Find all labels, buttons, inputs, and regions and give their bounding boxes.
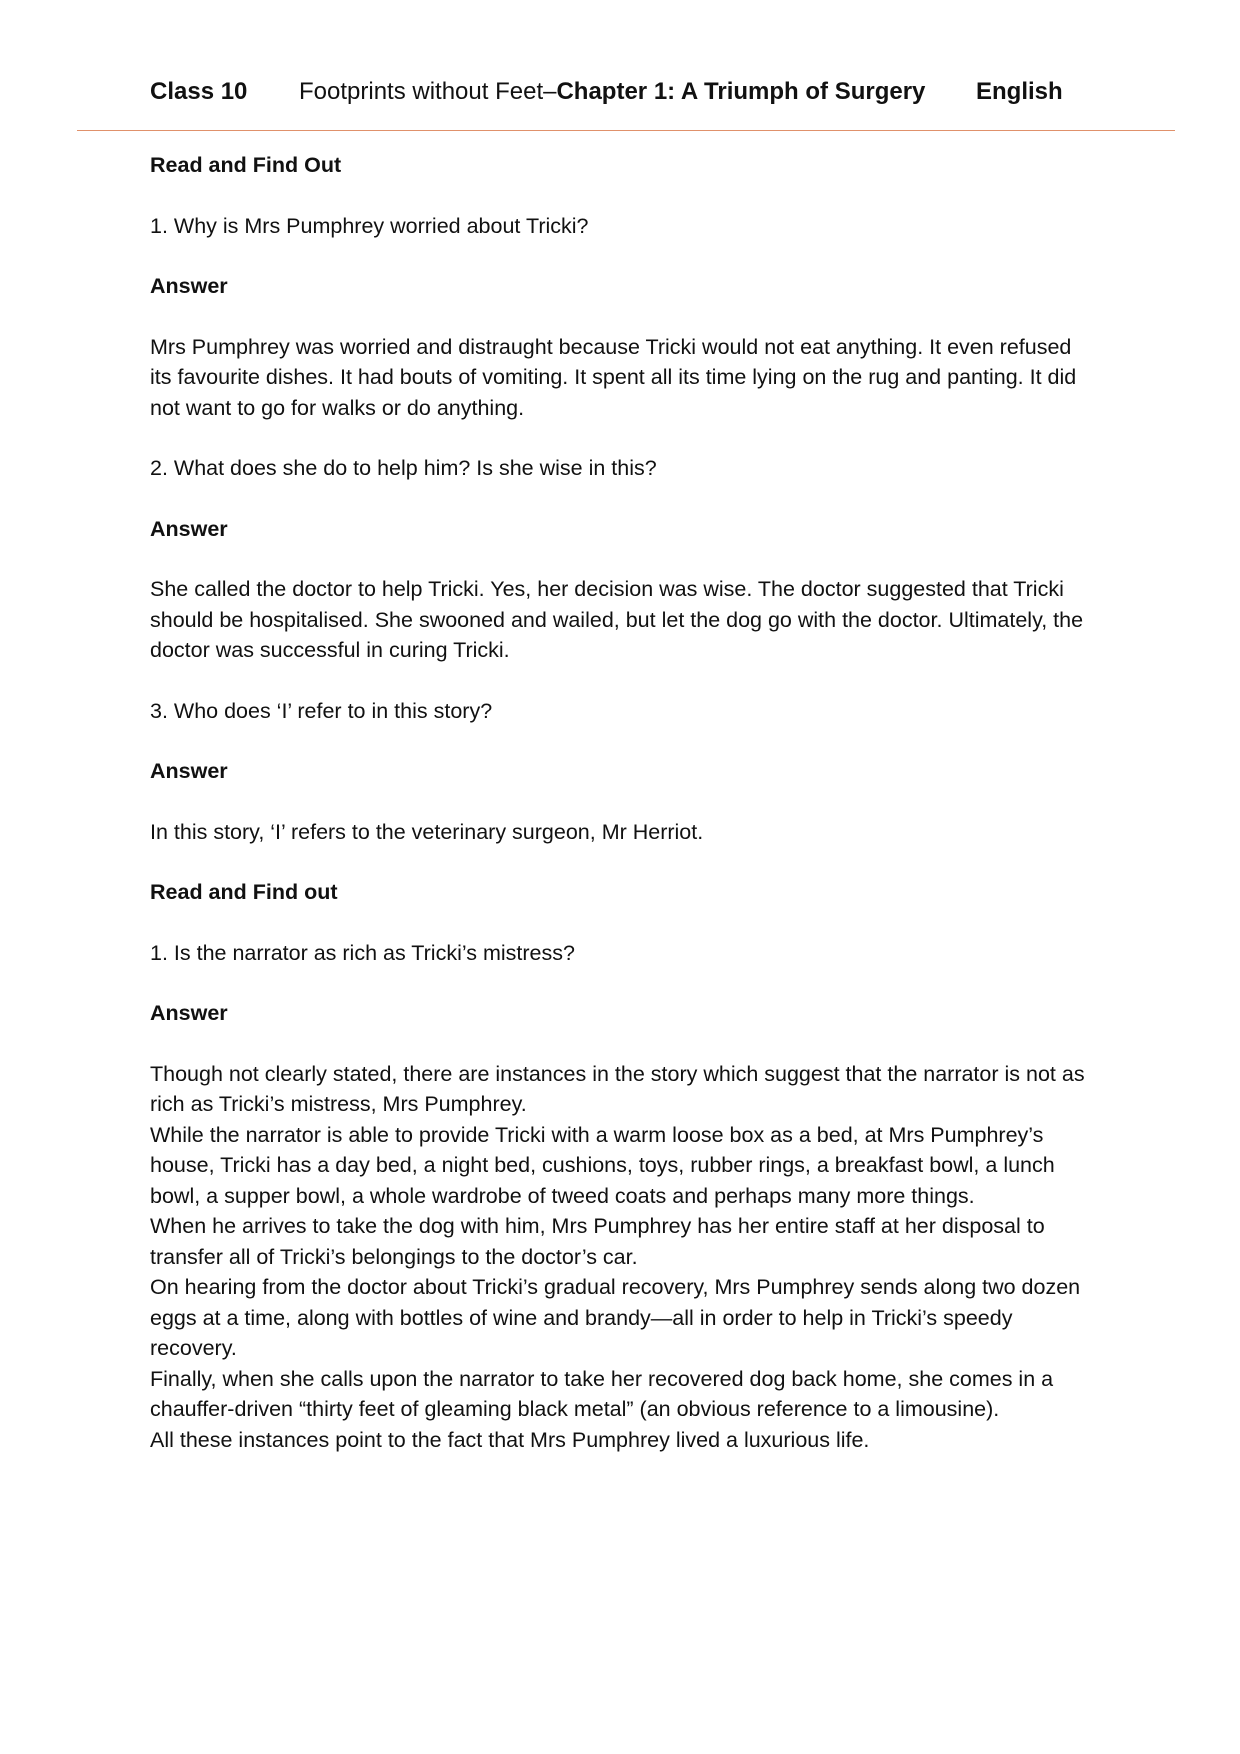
answer-paragraph: Finally, when she calls upon the narrator to take her recovered dog back home, she comes in a chauffer-driven “thirty feet of gleaming black metal” (an obvious reference to a limousine).: [150, 1366, 1054, 1421]
header-divider: [77, 130, 1175, 131]
book-chapter-title: [299, 70, 925, 114]
subject-label: English: [976, 78, 1063, 105]
answer-label: Answer: [150, 759, 228, 783]
section-heading: Read and Find out: [150, 880, 338, 904]
answer-paragraph: All these instances point to the fact that Mrs Pumphrey lived a luxurious life.: [150, 1427, 870, 1452]
answer-text: [150, 332, 1090, 424]
answer-paragraph: She called the doctor to help Tricki. Yes, her decision was wise. The doctor suggested that Tricki should be hospitalised. She swooned and wailed, but let the dog go with the doctor. Ultimately, the doctor was successful in curing Tricki.: [150, 577, 1084, 662]
answer-text: [150, 574, 1090, 666]
document-body: [150, 150, 1090, 1485]
book-title: Footprints without Feet–: [299, 78, 557, 105]
question: 1. Is the narrator as rich as Tricki’s mistress?: [150, 940, 575, 965]
chapter-title: Chapter 1: A Triumph of Surgery: [556, 78, 926, 105]
question: 1. Why is Mrs Pumphrey worried about Tricki?: [150, 213, 589, 238]
answer-label: Answer: [150, 1001, 228, 1025]
page-header: [150, 70, 1110, 114]
class-label: Class 10: [150, 78, 248, 105]
answer-paragraph: While the narrator is able to provide Tricki with a warm loose box as a bed, at Mrs Pumphrey’s house, Tricki has a day bed, a night bed, cushions, toys, rubber rings, a breakfast bowl, a lunch bowl, a supper bowl, a whole wardrobe of tweed coats and perhaps many more things.: [150, 1122, 1055, 1208]
question: 2. What does she do to help him? Is she wise in this?: [150, 456, 657, 480]
answer-label: Answer: [150, 274, 228, 298]
answer-paragraph: Mrs Pumphrey was worried and distraught because Tricki would not eat anything. It even refused its favourite dishes. It had bouts of vomiting. It spent all its time lying on the rug and panting. It did not want to go for walks or do anything.: [150, 334, 1077, 420]
answer-paragraph: On hearing from the doctor about Tricki’s gradual recovery, Mrs Pumphrey sends along two dozen eggs at a time, along with bottles of wine and brandy—all in order to help in Tricki’s speedy recovery.: [150, 1275, 1081, 1360]
answer-paragraph: Though not clearly stated, there are instances in the story which suggest that the narrator is not as rich as Tricki’s mistress, Mrs Pumphrey.: [150, 1061, 1085, 1116]
answer-label: Answer: [150, 516, 228, 541]
section-heading: Read and Find Out: [150, 153, 342, 177]
question: 3. Who does ‘I’ refer to in this story?: [150, 698, 493, 723]
answer-text: [150, 1059, 1090, 1456]
answer-text: [150, 817, 1090, 848]
answer-paragraph: When he arrives to take the dog with him, Mrs Pumphrey has her entire staff at her disposal to transfer all of Tricki’s belongings to the doctor’s car.: [150, 1214, 1045, 1269]
answer-paragraph: In this story, ‘I’ refers to the veterinary surgeon, Mr Herriot.: [150, 819, 704, 844]
